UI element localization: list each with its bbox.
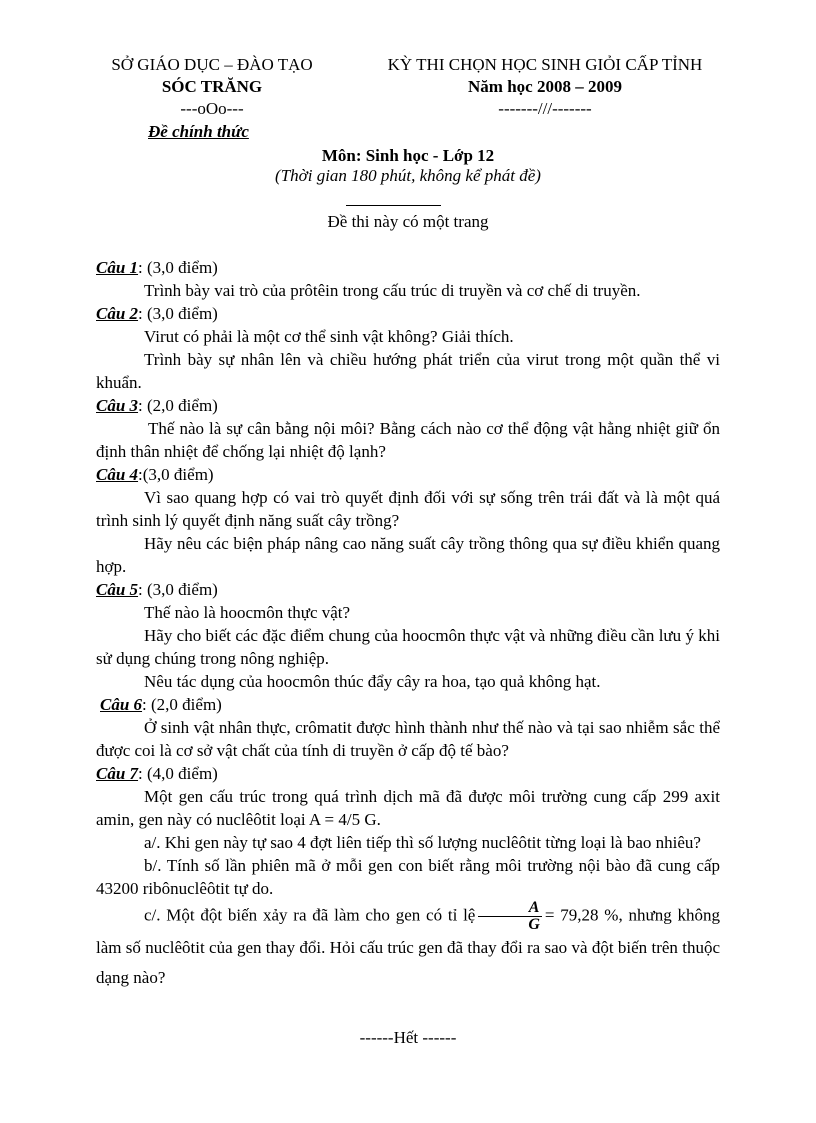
- header-left-ornament: ---oOo---: [180, 99, 244, 118]
- question-label: Câu 1: [96, 258, 139, 277]
- question-points: : (2,0 điểm): [142, 695, 222, 714]
- question-text: Một gen cấu trúc trong quá trình dịch mã đã được môi trường cung cấp 299 axit amin, gen này có nuclêôtit loại A = 4/5 G.: [96, 787, 720, 829]
- question-text: Thế nào là hoocmôn thực vật?: [144, 603, 351, 622]
- province-name: SÓC TRĂNG: [161, 77, 263, 96]
- question-heading: [96, 693, 720, 716]
- part-c-before: c/. Một đột biến xảy ra đã làm cho gen có tỉ lệ: [144, 905, 476, 925]
- question-label: Câu 5: [96, 580, 139, 599]
- header-left: [92, 54, 332, 120]
- question-heading: [96, 463, 720, 486]
- question-points: : (3,0 điểm): [138, 304, 218, 323]
- header-right-ornament: -------///-------: [498, 99, 592, 118]
- question-text-part-c: [96, 900, 720, 993]
- question-points: : (2,0 điểm): [138, 396, 218, 415]
- question-points: :(3,0 điểm): [138, 465, 214, 484]
- question-heading: [96, 762, 720, 785]
- question-heading: [96, 256, 720, 279]
- subject-title: Môn: Sinh học - Lớp 12: [321, 146, 495, 165]
- header-right: [360, 54, 730, 120]
- divider: [346, 205, 441, 206]
- exam-title: KỲ THI CHỌN HỌC SINH GIỎI CẤP TỈNH: [387, 55, 703, 74]
- question-points: : (3,0 điểm): [138, 258, 218, 277]
- question-text: Trình bày sự nhân lên và chiều hướng phát triển của virut trong một quần thể vi khuẩn.: [96, 350, 720, 392]
- question-heading: [96, 578, 720, 601]
- ratio-fraction: [478, 900, 542, 933]
- question-text: b/. Tính số lần phiên mã ở mỗi gen con biết rằng môi trường nội bào đã cung cấp 43200 ribônuclêôtit tự do.: [96, 856, 720, 898]
- end-marker: ------Hết ------: [359, 1028, 457, 1047]
- page-count-note: Đề thi này có một trang: [327, 212, 489, 231]
- question-text: Thế nào là sự cân bằng nội môi? Bằng cách nào cơ thể động vật hằng nhiệt giữ ổn định thân nhiệt để chống lại nhiệt độ lạnh?: [96, 419, 720, 461]
- time-note: (Thời gian 180 phút, không kể phát đề): [275, 166, 541, 185]
- question-text: Hãy nêu các biện pháp nâng cao năng suất cây trồng thông qua sự điều khiển quang hợp.: [96, 534, 720, 576]
- part-c-after: = 79,28 %, nhưng không làm số nuclêôtit của gen thay đổi. Hỏi cấu trúc gen đã thay đổi ra sao và đột biến trên thuộc dạng nào?: [96, 905, 720, 987]
- questions: [96, 256, 720, 993]
- official-label: Đề chính thức: [148, 122, 249, 141]
- fraction-denominator: G: [528, 916, 540, 933]
- question-label: Câu 2: [96, 304, 139, 323]
- question-text: Virut có phải là một cơ thể sinh vật không? Giải thích.: [144, 327, 514, 346]
- question-text: Trình bày vai trò của prôtêin trong cấu trúc di truyền và cơ chế di truyền.: [144, 281, 641, 300]
- question-points: : (3,0 điểm): [138, 580, 218, 599]
- question-label: Câu 4: [96, 465, 139, 484]
- fraction-numerator: A: [478, 900, 542, 917]
- department-name: SỞ GIÁO DỤC – ĐÀO TẠO: [111, 55, 313, 74]
- question-text: a/. Khi gen này tự sao 4 đợt liên tiếp thì số lượng nuclêôtit từng loại là bao nhiêu?: [144, 833, 701, 852]
- school-year: Năm học 2008 – 2009: [468, 77, 622, 96]
- question-label: Câu 6: [100, 695, 143, 714]
- question-heading: [96, 394, 720, 417]
- question-text: Vì sao quang hợp có vai trò quyết định đối với sự sống trên trái đất và là một quá trình sinh lý quyết định năng suất cây trồng?: [96, 488, 720, 530]
- question-text: Hãy cho biết các đặc điểm chung của hoocmôn thực vật và những điều cần lưu ý khi sử dụng chúng trong nông nghiệp.: [96, 626, 720, 668]
- question-text: Ở sinh vật nhân thực, crômatit được hình thành như thế nào và tại sao nhiễm sắc thể được coi là cơ sở vật chất của tính di truyền ở cấp độ tế bào?: [96, 718, 720, 760]
- question-label: Câu 7: [96, 764, 139, 783]
- question-heading: [96, 302, 720, 325]
- question-text: Nêu tác dụng của hoocmôn thúc đẩy cây ra hoa, tạo quả không hạt.: [144, 672, 601, 691]
- question-label: Câu 3: [96, 396, 139, 415]
- question-points: : (4,0 điểm): [138, 764, 218, 783]
